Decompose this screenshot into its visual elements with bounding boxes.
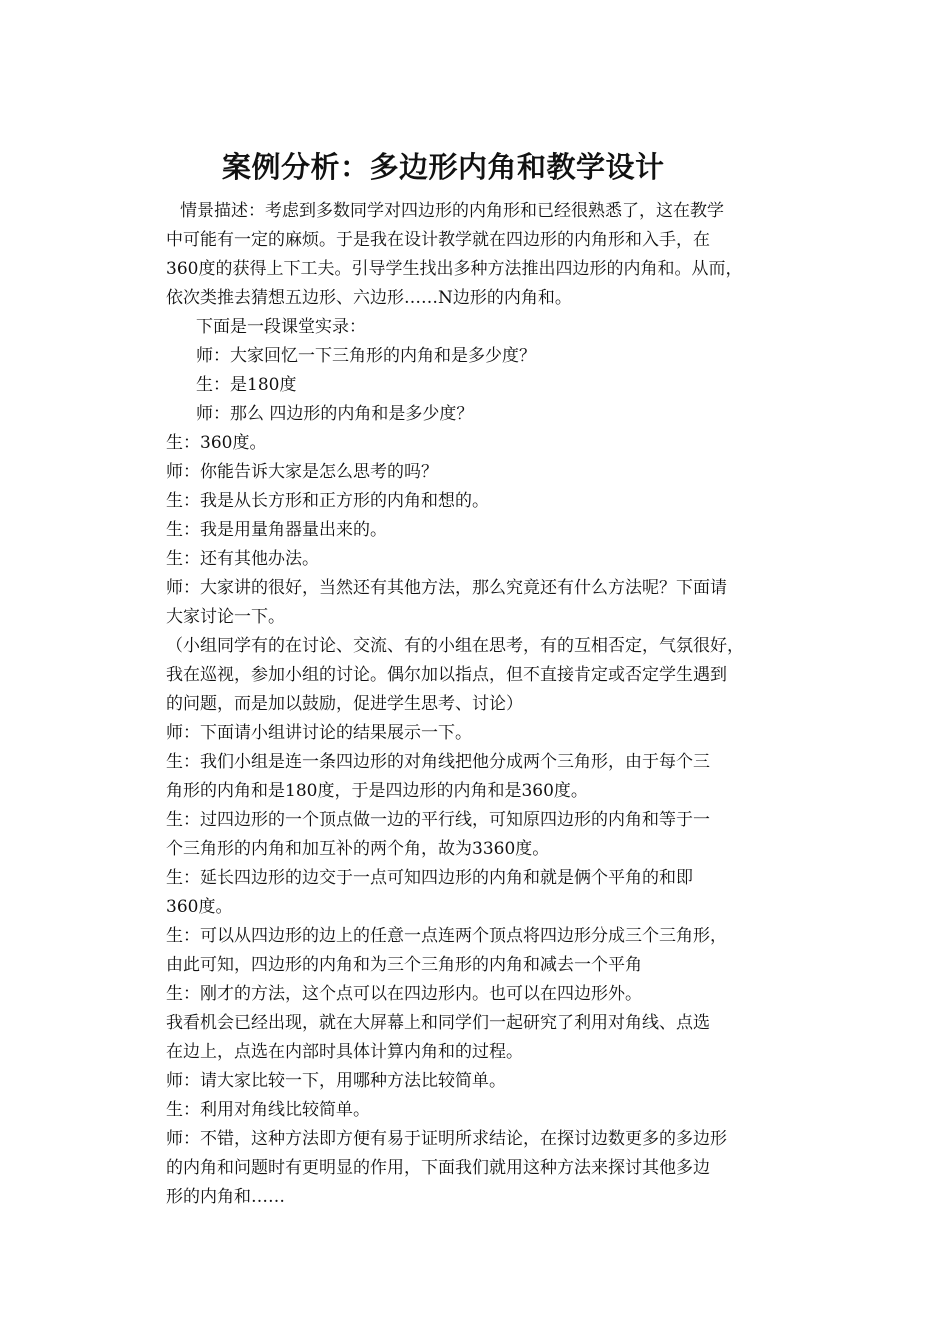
paragraph-line: 我看机会已经出现，就在大屏幕上和同学们一起研究了利用对角线、点选 bbox=[166, 1013, 710, 1033]
dialogue-line: 生：刚才的方法，这个点可以在四边形内。也可以在四边形外。 bbox=[166, 984, 642, 1004]
paragraph-line: 情景描述：考虑到多数同学对四边形的内角形和已经很熟悉了，这在教学 bbox=[180, 201, 724, 221]
paragraph-line: 在边上，点选在内部时具体计算内角和的过程。 bbox=[166, 1042, 523, 1062]
paragraph-line: 依次类推去猜想五边形、六边形……N边形的内角和。 bbox=[166, 288, 572, 308]
dialogue-line: 的内角和问题时有更明显的作用，下面我们就用这种方法来探讨其他多边 bbox=[166, 1158, 710, 1178]
dialogue-line: 360度。 bbox=[166, 897, 233, 917]
paragraph-line: （小组同学有的在讨论、交流、有的小组在思考，有的互相否定，气氛很好， bbox=[166, 636, 744, 656]
dialogue-line: 大家讨论一下。 bbox=[166, 607, 285, 627]
paragraph-line: 的问题，而是加以鼓励，促进学生思考、讨论） bbox=[166, 694, 523, 714]
dialogue-line: 生：可以从四边形的边上的任意一点连两个顶点将四边形分成三个三角形， bbox=[166, 926, 727, 946]
dialogue-line: 师：你能告诉大家是怎么思考的吗？ bbox=[166, 462, 438, 482]
paragraph-line: 360度的获得上下工夫。引导学生找出多种方法推出四边形的内角和。从而， bbox=[166, 259, 743, 279]
dialogue-line: 师：不错，这种方法即方便有易于证明所求结论，在探讨边数更多的多边形 bbox=[166, 1129, 727, 1149]
paragraph-line: 我在巡视，参加小组的讨论。偶尔加以指点，但不直接肯定或否定学生遇到 bbox=[166, 665, 727, 685]
dialogue-line: 角形的内角和是180度，于是四边形的内角和是360度。 bbox=[166, 781, 588, 801]
dialogue-line: 生：我是用量角器量出来的。 bbox=[166, 520, 387, 540]
dialogue-line: 生：还有其他办法。 bbox=[166, 549, 319, 569]
dialogue-line: 个三角形的内角和加互补的两个角，故为3360度。 bbox=[166, 839, 550, 859]
dialogue-line: 生：我是从长方形和正方形的内角和想的。 bbox=[166, 491, 489, 511]
dialogue-line: 师：那么 四边形的内角和是多少度？ bbox=[196, 404, 474, 424]
dialogue-line: 师：下面请小组讲讨论的结果展示一下。 bbox=[166, 723, 472, 743]
dialogue-line: 生：360度。 bbox=[166, 433, 267, 453]
dialogue-line: 生：我们小组是连一条四边形的对角线把他分成两个三角形，由于每个三 bbox=[166, 752, 710, 772]
dialogue-line: 生：利用对角线比较简单。 bbox=[166, 1100, 370, 1120]
paragraph-line: 下面是一段课堂实录： bbox=[196, 317, 366, 337]
dialogue-line: 由此可知，四边形的内角和为三个三角形的内角和减去一个平角 bbox=[166, 955, 642, 975]
dialogue-line: 师：大家回忆一下三角形的内角和是多少度？ bbox=[196, 346, 536, 366]
dialogue-line: 形的内角和…… bbox=[166, 1187, 285, 1207]
document-body bbox=[166, 197, 790, 1212]
dialogue-line: 生：是180度 bbox=[196, 375, 297, 395]
dialogue-line: 师：大家讲的很好，当然还有其他方法，那么究竟还有什么方法呢？下面请 bbox=[166, 578, 727, 598]
dialogue-line: 生：延长四边形的边交于一点可知四边形的内角和就是俩个平角的和即 bbox=[166, 868, 693, 888]
document-title: 案例分析：多边形内角和教学设计 bbox=[222, 150, 665, 184]
dialogue-line: 师：请大家比较一下，用哪种方法比较简单。 bbox=[166, 1071, 506, 1091]
dialogue-line: 生：过四边形的一个顶点做一边的平行线，可知原四边形的内角和等于一 bbox=[166, 810, 710, 830]
paragraph-line: 中可能有一定的麻烦。于是我在设计教学就在四边形的内角形和入手，在 bbox=[166, 230, 710, 250]
